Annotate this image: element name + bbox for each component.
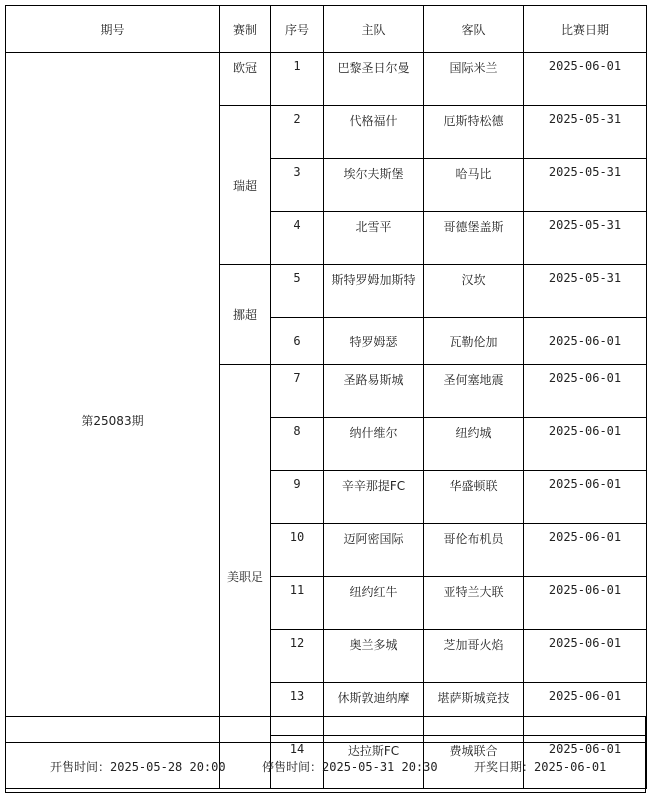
home-team-cell: 奥兰多城 xyxy=(324,630,424,683)
home-team-cell: 斯特罗姆加斯特 xyxy=(324,265,424,318)
sale-close-label: 停售时间： xyxy=(262,760,323,774)
index-cell: 12 xyxy=(271,630,324,683)
match-date-cell: 2025-06-01 xyxy=(524,524,647,577)
match-date-cell: 2025-06-01 xyxy=(524,577,647,630)
match-date-cell: 2025-05-31 xyxy=(524,106,647,159)
index-cell: 2 xyxy=(271,106,324,159)
away-team-cell: 华盛顿联 xyxy=(424,471,524,524)
index-cell: 4 xyxy=(271,212,324,265)
draw-date xyxy=(474,758,606,775)
index-cell: 9 xyxy=(271,471,324,524)
draw-date-label: 开奖日期： xyxy=(474,760,535,774)
index-cell: 5 xyxy=(271,265,324,318)
competition-cell: 挪超 xyxy=(220,265,271,365)
index-cell: 3 xyxy=(271,159,324,212)
table-row xyxy=(6,53,647,106)
home-team-cell: 达拉斯FC xyxy=(324,736,424,789)
match-date-cell: 2025-06-01 xyxy=(524,318,647,365)
match-date-cell: 2025-05-31 xyxy=(524,265,647,318)
home-team-cell: 巴黎圣日尔曼 xyxy=(324,53,424,106)
away-team-cell: 哥伦布机员 xyxy=(424,524,524,577)
sale-open-time xyxy=(50,758,226,775)
header-away-team: 客队 xyxy=(424,6,524,53)
schedule-sheet xyxy=(5,5,646,792)
away-team-cell: 哈马比 xyxy=(424,159,524,212)
away-team-cell: 厄斯特松德 xyxy=(424,106,524,159)
match-date-cell: 2025-06-01 xyxy=(524,53,647,106)
sale-close-time xyxy=(262,758,438,775)
away-team-cell: 圣何塞地震 xyxy=(424,365,524,418)
competition-cell: 美职足 xyxy=(220,365,271,789)
away-team-cell: 堪萨斯城竞技 xyxy=(424,683,524,736)
away-team-cell: 芝加哥火焰 xyxy=(424,630,524,683)
match-date-cell: 2025-06-01 xyxy=(524,683,647,736)
header-period: 期号 xyxy=(6,6,220,53)
sale-close-value: 2025-05-31 20:30 xyxy=(322,760,438,774)
header-row xyxy=(6,6,647,53)
match-date-cell: 2025-06-01 xyxy=(524,630,647,683)
match-date-cell: 2025-06-01 xyxy=(524,736,647,789)
away-team-cell: 国际米兰 xyxy=(424,53,524,106)
index-cell: 6 xyxy=(271,318,324,365)
home-team-cell: 特罗姆瑟 xyxy=(324,318,424,365)
match-date-cell: 2025-05-31 xyxy=(524,159,647,212)
index-cell: 7 xyxy=(271,365,324,418)
away-team-cell: 瓦勒伦加 xyxy=(424,318,524,365)
header-match-date: 比赛日期 xyxy=(524,6,647,53)
header-home-team: 主队 xyxy=(324,6,424,53)
match-date-cell: 2025-05-31 xyxy=(524,212,647,265)
home-team-cell: 代格福什 xyxy=(324,106,424,159)
away-team-cell: 纽约城 xyxy=(424,418,524,471)
index-cell: 10 xyxy=(271,524,324,577)
home-team-cell: 迈阿密国际 xyxy=(324,524,424,577)
match-date-cell: 2025-06-01 xyxy=(524,471,647,524)
competition-cell: 欧冠 xyxy=(220,53,271,106)
home-team-cell: 纽约红牛 xyxy=(324,577,424,630)
index-cell: 13 xyxy=(271,683,324,736)
index-cell: 14 xyxy=(271,736,324,789)
away-team-cell: 汉坎 xyxy=(424,265,524,318)
home-team-cell: 埃尔夫斯堡 xyxy=(324,159,424,212)
match-table xyxy=(5,5,647,789)
home-team-cell: 休斯敦迪纳摩 xyxy=(324,683,424,736)
draw-date-value: 2025-06-01 xyxy=(534,760,607,774)
match-date-cell: 2025-06-01 xyxy=(524,418,647,471)
blank-row xyxy=(5,716,646,742)
index-cell: 8 xyxy=(271,418,324,471)
away-team-cell: 亚特兰大联 xyxy=(424,577,524,630)
away-team-cell: 费城联合 xyxy=(424,736,524,789)
sale-info-footer xyxy=(5,742,646,793)
home-team-cell: 辛辛那提FC xyxy=(324,471,424,524)
period-cell: 第25083期 xyxy=(6,53,220,789)
home-team-cell: 圣路易斯城 xyxy=(324,365,424,418)
home-team-cell: 北雪平 xyxy=(324,212,424,265)
index-cell: 1 xyxy=(271,53,324,106)
sale-open-label: 开售时间： xyxy=(50,760,111,774)
header-index: 序号 xyxy=(271,6,324,53)
home-team-cell: 纳什维尔 xyxy=(324,418,424,471)
away-team-cell: 哥德堡盖斯 xyxy=(424,212,524,265)
sale-open-value: 2025-05-28 20:00 xyxy=(110,760,226,774)
index-cell: 11 xyxy=(271,577,324,630)
competition-cell: 瑞超 xyxy=(220,106,271,265)
header-competition: 赛制 xyxy=(220,6,271,53)
match-date-cell: 2025-06-01 xyxy=(524,365,647,418)
